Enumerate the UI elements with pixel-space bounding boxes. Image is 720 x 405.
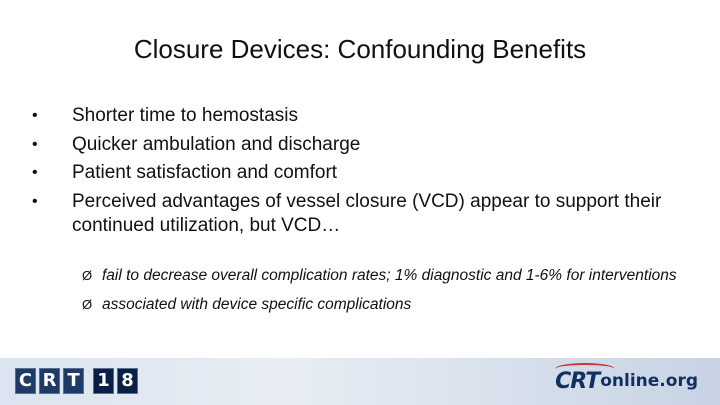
bullet-text: Perceived advantages of vessel closure (VCD) appear to support their continued utilization, but VCD… <box>72 190 662 236</box>
bullet-text: Quicker ambulation and discharge <box>72 133 361 155</box>
crt18-logo <box>15 368 138 394</box>
sub-bullet-text: associated with device specific complications <box>102 296 412 313</box>
logo-digit: 8 <box>117 368 138 394</box>
bullet-glyph: • <box>32 135 38 153</box>
bullet-item <box>30 104 670 129</box>
bullet-glyph: • <box>32 107 38 124</box>
bullet-glyph: • <box>32 164 38 181</box>
logo-digit: 1 <box>93 368 114 394</box>
arrow-bullet-icon: Ø <box>82 297 93 312</box>
bullet-text: Shorter time to hemostasis <box>72 105 298 126</box>
crtonline-logo-crt: CRT <box>555 368 600 394</box>
logo-letter: T <box>63 368 84 394</box>
bullet-item <box>30 133 670 158</box>
crtonline-logo-domain: online.org <box>600 371 698 391</box>
slide-title: Closure Devices: Confounding Benefits <box>133 34 587 64</box>
bullet-list <box>30 104 670 243</box>
sub-bullet-item <box>82 295 692 315</box>
swoosh-icon <box>555 363 615 375</box>
bullet-item <box>30 190 670 239</box>
arrow-bullet-icon: Ø <box>82 268 93 283</box>
bullet-item <box>30 161 670 186</box>
bullet-text: Patient satisfaction and comfort <box>72 162 338 183</box>
logo-letter: R <box>39 368 60 394</box>
sub-bullet-item <box>82 266 692 286</box>
footer-bar <box>0 358 720 405</box>
bullet-glyph: • <box>32 192 38 210</box>
logo-letter: C <box>15 368 36 394</box>
sub-bullet-list <box>82 266 692 324</box>
sub-bullet-text: fail to decrease overall complication rates; 1% diagnostic and 1-6% for interventions <box>102 267 677 284</box>
crtonline-logo <box>555 365 698 397</box>
